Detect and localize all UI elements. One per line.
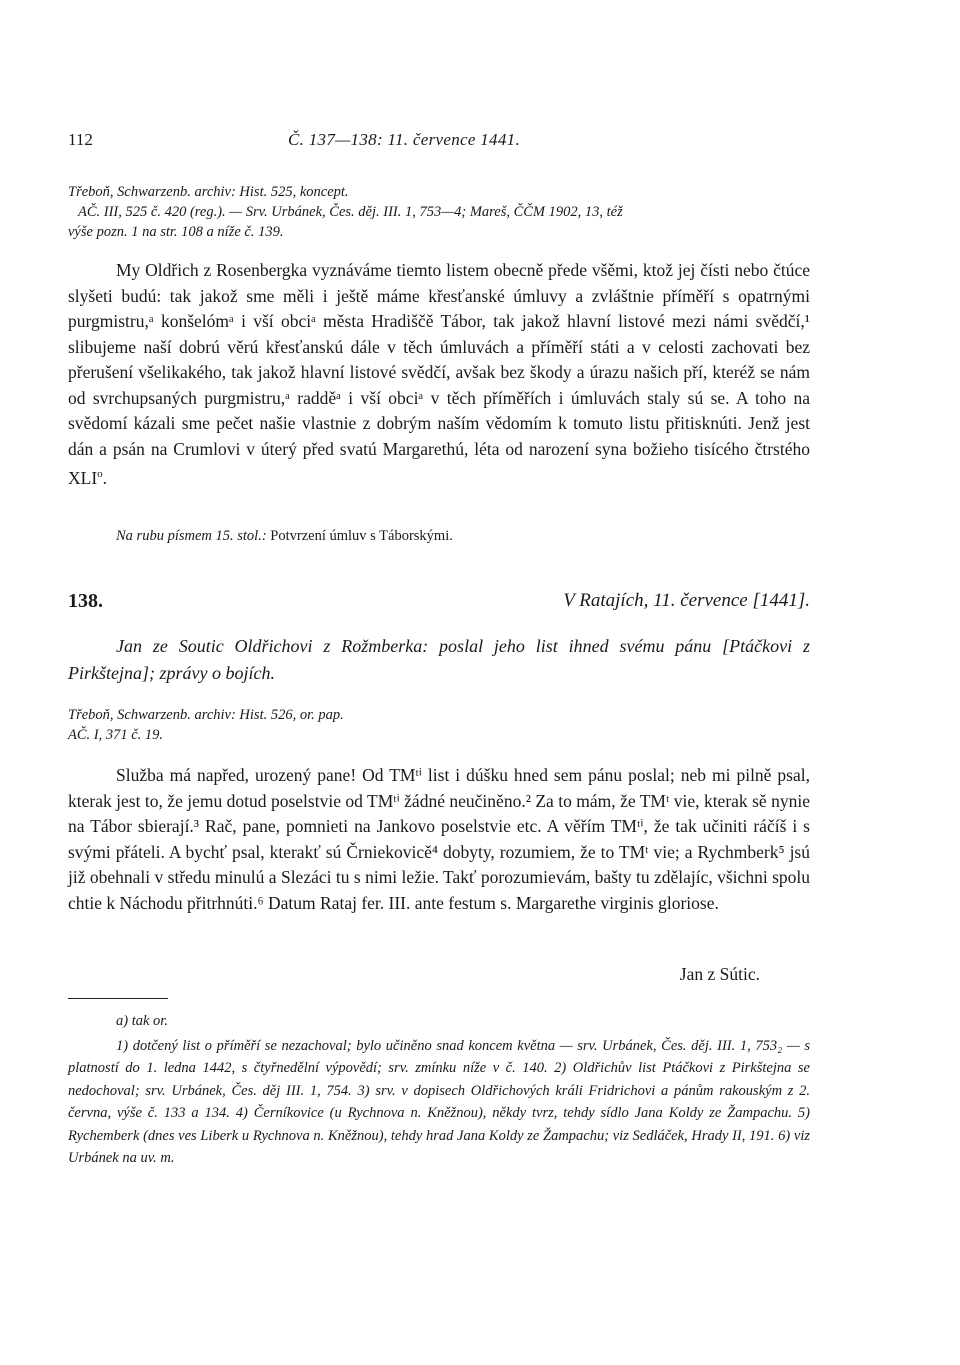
entry-138-text (68, 763, 810, 916)
source-line: AČ. III, 525 č. 420 (reg.). — Srv. Urbánek, Čes. děj. III. 1, 753—4; Mareš, ČČM 1902, 13, též (78, 204, 623, 220)
source-line: Třeboň, Schwarzenb. archiv: Hist. 525, koncept. (68, 184, 349, 200)
entry-138-place-date: V Ratajích, 11. července [1441]. (563, 590, 810, 611)
source-line: Třeboň, Schwarzenb. archiv: Hist. 526, or. pap. (68, 707, 344, 723)
entry-137-source (68, 182, 810, 242)
running-head (68, 130, 808, 156)
entry-138-summary (68, 633, 810, 687)
entry-137-text-end: . (102, 467, 108, 488)
entry-138-number: 138. (68, 590, 103, 612)
footnote-text: 1) dotčený list o příměří se nezachoval; bylo učiněno snad koncem května — srv. Urbánek, Čes. děj. III. 1, 753₂ — s platností do 1. ledna 1442, s čtyřnedělní výpovědí; srv. zmínku níže v č. 140. 2) Oldřichův list Ptáčkovi z Pirkštejna se nedochoval; srv. Urbánek, Čes. děj III. 1, 754. 3) srv. v dopisech Oldřichových králi Fridrichovi a pánům rakouským z 2. června, výše č. 133 a 134. 4) Černíkovice (u Rychnova n. Kněžnou), někdy tvrz, tehdy sídlo Jana Koldy ze Žampachu. 5) Rychemberk (dnes ves Liberk u Rychnova n. Kněžnou), tehdy hrad Jana Koldy ze Žampachu; viz Sedláček, Hrady II, 191. 6) viz Urbánek na uv. m. (68, 1037, 810, 1166)
ordinal-mark: o (97, 468, 103, 480)
source-line: AČ. I, 371 č. 19. (68, 727, 164, 743)
entry-138-paragraph: Služba má napřed, urozený pane! Od TMᵗⁱ list i dúšku hned sem pánu poslal; neb mi pilně psal, kterak jest to, že jemu dotud poselstvie od TMᵗⁱ žádné neučiněno.² Za to mám, že TMᵗ vie, kterak sě nynie na Tábor sbierají.³ Rač, pane, pomnieti na Jankovo poselstvie etc. A věřím TMᵗⁱ, že tak učiniti ráčíš i s svými přáteli. A bychť psal, kterakť sú Črniekovicě⁴ dobyty, rozumiem, že to TMᵗ vie; a Rychmberk⁵ jsú již obehnali v středu minulú a Slezáci tu s nimi ležie. Takť porozumievám, bašty tu zdělajíc, všichni spolu chtie k Náchodu přitrhnúti.⁶ Datum Rataj fer. III. ante festum s. Margarethe virginis gloriose. (68, 765, 810, 913)
entry-137-paragraph (68, 258, 810, 491)
verso-note-text: Potvrzení úmluv s Táborskými. (270, 528, 453, 544)
verso-note-label: Na rubu písmem 15. stol.: (116, 528, 267, 544)
footnote-a: a) tak or. (116, 1013, 168, 1029)
footnote-divider (68, 998, 168, 999)
source-line: výše pozn. 1 na str. 108 a níže č. 139. (68, 224, 284, 240)
entry-138-source (68, 705, 810, 745)
header-title: Č. 137—138: 11. července 1441. (288, 130, 520, 149)
footnotes (68, 1010, 810, 1170)
summary-text: Jan ze Soutic Oldřichovi z Rožmberka: poslal jeho list ihned svému pánu [Ptáčkovi z Pirkštejna]; zprávy o bojích. (68, 636, 810, 683)
entry-137-body: My Oldřich z Rosenbergka vyznáváme tiemto listem obecně přede všěmi, ktož jej čísti nebo čtúce slyšeti budú: tak jakož sme měli i ještě máme křesťanské úmluvy a zvláštnie příměří s opatrnými purgmistru,ᵃ konšelómᵃ i vší obciᵃ města Hradiščě Tábor, tak jakož hlavní listové mezi námi svědčí,¹ slibujeme naší dobrú věrú křesťanskú dále v těch úmluvách a příměří státi a v celosti zachovati bez přerušení všelikakého, tak jakož hlavní listové svědčí, avšak bez škody a úrazu našich pří, kteréž se nám od svrchupsaných purgmistru,ᵃ radděᵃ i vší obciᵃ v těch příměřích i úmluvách staly sú se. A toho na svědomí kázali sme pečet našie vlastnie z dobrým naším vědomím k tomuto listu přitisknúti. Jenž jest dán a psán na Crumlovi v úterý před svatú Margarethú, léta od narození syna božieho tisícého čtrstého XLI (68, 260, 810, 488)
signature: Jan z Sútic. (679, 964, 760, 984)
verso-note (116, 528, 453, 545)
entry-137-text (68, 258, 810, 491)
page-number: 112 (68, 130, 93, 149)
